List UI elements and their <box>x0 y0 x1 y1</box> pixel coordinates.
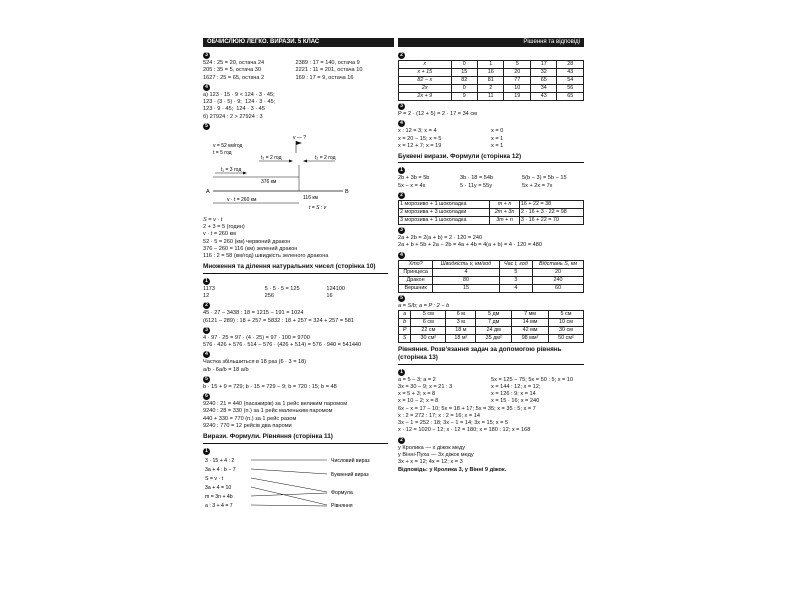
table-cell: m + n <box>490 201 520 209</box>
table-cell: 3 м <box>446 318 476 326</box>
expr-line: x = 126 : 9; x = 14 <box>491 391 536 398</box>
table-row <box>399 69 584 77</box>
table-cell: Дракон <box>399 276 433 284</box>
item-number: 1 <box>398 167 405 174</box>
block-3 <box>203 50 388 82</box>
match-left-item: a : 3 + 4 = 7 <box>205 502 233 509</box>
table-cell: 30 см <box>548 326 583 334</box>
diagram-label: v — ? <box>293 134 307 141</box>
table-cell: 2x <box>399 85 452 93</box>
expr-line: 45 · 27 − 3438 : 18 = 1215 − 191 = 1024 <box>203 310 304 317</box>
expr-line: 3x − 1 = 252 : 18; 3x − 1 = 14; 3x = 15; x = 5 <box>398 420 509 427</box>
table-cell: 1 морозиво + 1 шоколадка <box>399 201 490 209</box>
item-number: 2 <box>398 192 405 199</box>
table-cell: 18 м <box>446 326 476 334</box>
table-cell: 2m + 3n <box>490 209 520 217</box>
block-4 <box>203 82 388 121</box>
expr-line: x = 20 − 15; x = 5 <box>398 135 442 142</box>
item-number: 4 <box>398 252 405 259</box>
table-cell: 15 <box>433 284 500 292</box>
table-cell: 20 <box>504 69 530 77</box>
item-number: 6 <box>203 393 210 400</box>
table-cell: 19 <box>504 93 530 101</box>
r-block-3 <box>398 101 584 118</box>
left-header: ОБЧИСЛЮЮ ЛЕГКО. ВИРАЗИ. 5 КЛАС <box>203 38 394 47</box>
table-cell: 80 <box>433 276 500 284</box>
table-cell: P <box>399 326 411 334</box>
match-left-item: m = 3n + 4b <box>205 493 233 500</box>
table-cell: Принцеса <box>399 268 433 276</box>
r-block-2 <box>398 50 584 101</box>
item-number: 5 <box>398 295 405 302</box>
table-header: Хто? <box>399 260 433 268</box>
speed-table <box>398 260 584 293</box>
table-cell: 6 м <box>446 310 476 318</box>
table-row <box>399 268 584 276</box>
table-cell: 3 · 16 + 22 = 70 <box>519 217 583 225</box>
expr-line: 116 : 2 = 58 (км/год) швидкість зеленого дракона <box>203 253 329 260</box>
section-title: Рівняння. Розв'язання задач за допомогою рівнянь (сторінка 13) <box>398 346 584 365</box>
table-cell: 17 <box>530 61 556 69</box>
table-cell: 56 <box>557 85 584 93</box>
diagram-label: t₂ = 2 год <box>315 154 336 161</box>
item-number: 4 <box>398 120 405 127</box>
table-row <box>399 318 584 326</box>
table-cell: 5 дм <box>476 310 512 318</box>
table-cell: 10 <box>504 85 530 93</box>
diagram-label: v = 52 км/год <box>213 142 243 149</box>
table-cell: 81 <box>478 77 504 85</box>
expr-line: 376 − 260 = 116 (км) зелений дракон <box>203 245 298 252</box>
item-number: 2 <box>398 437 405 444</box>
expr-line: 1627 : 25 = 65, остача 2 <box>203 74 265 81</box>
table-cell: 7 мм <box>512 310 549 318</box>
table-cell: 65 <box>557 93 584 101</box>
table-cell: Вершник <box>399 284 433 292</box>
item-number: 2 <box>203 302 210 309</box>
table-cell: 0 <box>451 85 477 93</box>
expr-line: 2389 : 17 = 140, остача 9 <box>295 60 360 66</box>
matching-diagram <box>203 456 383 514</box>
right-column <box>398 50 584 474</box>
values-table <box>398 60 584 101</box>
table-row <box>399 310 584 318</box>
item-number: 3 <box>203 327 210 334</box>
expr-line: 9240 : 21 = 440 (пасажирів) за 1 рейс великим паромом <box>203 401 348 408</box>
table-row <box>399 209 584 217</box>
item-number: 4 <box>203 84 210 91</box>
item-number: 1 <box>203 278 210 285</box>
diagram-label: B <box>345 188 349 195</box>
table-cell: 28 <box>557 61 584 69</box>
table-cell: 240 <box>533 276 584 284</box>
table-cell: 43 <box>530 93 556 101</box>
s1-block-1 <box>203 276 388 301</box>
table-header: Час t, год <box>499 260 532 268</box>
expr-line: 1173 <box>203 285 216 292</box>
table-row <box>399 61 584 69</box>
item-number: 1 <box>398 369 405 376</box>
expr-line: 2221 : 11 = 201, остача 10 <box>295 67 363 74</box>
expr-line: 2a + 2b = 2(a + b) = 2 · 120 = 240 <box>398 235 483 242</box>
table-cell: 98 мм² <box>512 334 549 342</box>
table-cell: 6 см <box>411 318 446 326</box>
s1-block-2 <box>203 300 388 325</box>
item-number: 4 <box>203 351 210 358</box>
expr-line: a = S/b; a = P : 2 − b <box>398 302 450 309</box>
table-cell: 82 <box>451 77 477 85</box>
expr-line: a = 5 − 3; a = 2 <box>398 376 436 383</box>
expr-line: 5x − x = 4x <box>398 182 426 189</box>
expr-line: P = 2 · (12 + 5) = 2 · 17 = 34 см <box>398 111 477 118</box>
expr-line: 2b + 3b = 5b <box>398 175 430 182</box>
table-cell: 4 <box>433 268 500 276</box>
table-row <box>399 217 584 225</box>
expr-line: 440 + 330 = 770 (п.) за 1 рейс разом <box>203 415 297 422</box>
diagram-label: t = S : v <box>309 204 327 211</box>
s3-block-1 <box>398 165 584 190</box>
item-number: 3 <box>203 52 210 59</box>
table-cell: 3 морозива + 1 шоколадка <box>399 217 490 225</box>
table-cell: 2x + 9 <box>399 93 452 101</box>
expr-line: 9240 : 28 = 330 (п.) за 1 рейс маленьким паромом <box>203 408 333 415</box>
table-header: Швидкість v, км/год <box>433 260 500 268</box>
expr-line: 124100 <box>326 285 345 292</box>
s3-block-5 <box>398 293 584 343</box>
expr-line: 5 · 11y = 55y <box>460 182 493 189</box>
table-cell: 3m + n <box>490 217 520 225</box>
expr-line: x = 5 + 3; x = 8 <box>398 391 436 398</box>
table-cell: 32 <box>530 69 556 77</box>
s1-block-6 <box>203 391 388 430</box>
match-left-item: 3 · 15 + 4 : 2 <box>205 457 235 464</box>
table-cell: 5 см <box>411 310 446 318</box>
table-cell: 14 мм <box>512 318 549 326</box>
table-cell: 4 <box>499 284 532 292</box>
s1-block-5 <box>203 374 388 391</box>
table-row <box>399 284 584 292</box>
expr-line: 169 : 17 = 9, остача 16 <box>295 74 354 81</box>
match-right-item: Формула <box>331 489 353 496</box>
table-cell: S <box>399 334 411 342</box>
s3-block-2 <box>398 190 584 225</box>
s3-block-4 <box>398 250 584 293</box>
block-5 <box>203 121 388 261</box>
table-cell: x + 15 <box>399 69 452 77</box>
table-cell: 82 − x <box>399 77 452 85</box>
answer-line: Відповідь: у Кролика 3, у Вінні 9 діжок. <box>398 466 507 473</box>
expr-line: x = 1 <box>491 135 504 142</box>
expr-line: 4 · 97 · 25 = 97 · (4 · 25) = 97 · 100 = 9700 <box>203 334 310 341</box>
table-cell: 42 мм <box>512 326 549 334</box>
diagram-label: t = 5 год <box>213 149 232 156</box>
item-number: 3 <box>398 227 405 234</box>
expr-line: 3b · 18 = 54b <box>460 175 494 182</box>
expr-line: б) 27924 : 2 > 27924 : 3 <box>203 113 263 120</box>
item-number: 5 <box>203 123 210 130</box>
purchase-table <box>398 200 584 225</box>
expr-line: x : 12 = 3; x = 4 <box>398 128 437 135</box>
expr-line: S = v · t <box>203 216 223 223</box>
expr-line: 3x + x = 12; 4x = 12; x = 3 <box>398 459 463 466</box>
table-cell: a <box>399 310 411 318</box>
table-cell: 30 см² <box>411 334 446 342</box>
expr-line: 12 <box>203 293 210 300</box>
table-cell: 7 дм <box>476 318 512 326</box>
table-row <box>399 326 584 334</box>
match-right-item: Буквений вираз <box>331 471 369 478</box>
table-cell: 9 <box>451 93 477 101</box>
left-column <box>203 50 388 514</box>
expr-line: 205 : 35 = 5, остача 30 <box>203 67 262 74</box>
table-cell: 5 <box>499 268 532 276</box>
s4-block-1 <box>398 367 584 435</box>
table-cell: 5 <box>504 61 530 69</box>
table-row <box>399 276 584 284</box>
table-cell: 3 <box>499 276 532 284</box>
table-cell: 24 дм <box>476 326 512 334</box>
item-number: 3 <box>398 103 405 110</box>
item-number: 5 <box>203 376 210 383</box>
table-cell: 0 <box>451 61 477 69</box>
expr-line: 5(b − 3) = 5b − 15 <box>522 175 567 182</box>
table-cell: 16 <box>478 69 504 77</box>
expr-line: 2a + b + 5b + 2a − 2b = 4a + 4b = 4(a + b) = 4 · 120 = 480 <box>398 242 542 249</box>
expr-line: 9240 : 770 = 12 рейсів два пароми <box>203 422 292 429</box>
table-cell: x <box>399 61 452 69</box>
expr-line: у Вінні-Пуха — 3x діжок меду <box>398 452 474 459</box>
table-cell: 43 <box>557 69 584 77</box>
expr-line: 16 <box>326 293 333 300</box>
item-number: 2 <box>398 52 405 59</box>
match-left-item: S = v · t <box>205 475 224 482</box>
diagram-label: t₂ = 2 год <box>261 154 282 161</box>
section-title: Множення та ділення натуральних чисел (сторінка 10) <box>203 263 388 273</box>
table-cell: b <box>399 318 411 326</box>
expr-line: 576 · 426 + 576 · 514 − 576 · (426 + 514) = 576 · 940 = 541440 <box>203 342 362 349</box>
expr-line: 5x + 2x = 7x <box>522 182 553 189</box>
table-cell: 22 см <box>411 326 446 334</box>
match-right-item: Рівняння <box>331 502 353 509</box>
table-cell: 60 <box>533 284 584 292</box>
right-header: Рішення та відповіді <box>398 38 584 47</box>
table-cell: 2 морозива + 3 шоколадки <box>399 209 490 217</box>
expr-line: a/b · 6a/b = 18 a/b <box>203 366 249 373</box>
table-cell: 35 дм² <box>476 334 512 342</box>
expr-line: 256 <box>264 293 274 300</box>
diagram-label: t₁ = 3 год <box>221 166 242 173</box>
section-title: Вирази. Формули. Рівняння (сторінка 11) <box>203 433 388 443</box>
table-cell: 77 <box>504 77 530 85</box>
expr-line: (6121 − 289) : 18 + 257 = 5832 : 18 + 257 = 324 + 257 = 581 <box>203 317 355 324</box>
match-right-item: Числовий вираз <box>331 457 370 464</box>
expr-line: 5 · 5 · 5 = 125 <box>264 285 300 292</box>
table-header-row <box>399 260 584 268</box>
expr-line: а) 123 · 15 · 9 < 124 · 3 · 45; <box>203 91 275 98</box>
expr-line: v · t = 260 км <box>203 231 236 238</box>
diagram-label: 376 км <box>261 178 277 185</box>
expr-line: 5x = 125 − 75; 5x = 50 : 5; x = 10 <box>491 376 574 383</box>
table-cell: 11 <box>478 93 504 101</box>
expr-line: 3x = 30 − 9; x = 21 : 3 <box>398 383 453 390</box>
table-cell: 16 + 22 = 38 <box>519 201 583 209</box>
table-cell: 20 <box>533 268 584 276</box>
expr-line: 524 : 25 = 20, остача 24 <box>203 60 265 66</box>
expr-line: 123 · (3 · 5) · 9; 124 · 3 · 45; <box>203 99 276 106</box>
s3-block-3 <box>398 225 584 250</box>
expr-line: x = 10 − 2; x = 8 <box>398 398 439 405</box>
table-cell: 10 см <box>548 318 583 326</box>
expr-line: x · 12 = 1020 − 12; x · 12 = 180; x = 180 : 12; x = 168 <box>398 427 531 434</box>
table-header: Відстань S, км <box>533 260 584 268</box>
area-table <box>398 310 584 343</box>
expr-line: Частка збільшиться в 18 раз (6 · 3 = 18) <box>203 359 307 366</box>
table-cell: 2 <box>478 85 504 93</box>
expr-line: x = 12 + 7; x = 19 <box>398 142 442 149</box>
match-left-item: 3a + 4 : b − 7 <box>205 466 236 473</box>
s1-block-4 <box>203 349 388 374</box>
s2-block-1 <box>203 446 388 514</box>
expr-line: x = 0 <box>491 128 504 135</box>
expr-line: 123 · 9 · 45; 124 · 3 · 45 <box>203 106 265 113</box>
expr-line: 52 · 5 = 260 (км) червоний дракон <box>203 238 291 245</box>
section-title: Буквені вирази. Формули (сторінка 12) <box>398 153 584 163</box>
expr-line: x = 15 · 16; x = 240 <box>491 398 540 405</box>
table-cell: 65 <box>530 77 556 85</box>
expr-line: b · 15 + 9 = 729; b · 15 = 729 − 9; b = 720 : 15; b = 48 <box>203 383 337 390</box>
s1-block-3 <box>203 325 388 350</box>
table-cell: 50 см² <box>548 334 583 342</box>
diagram-label: v · t = 260 км <box>227 196 257 203</box>
diagram-label: 116 км <box>303 194 318 201</box>
expr-line: x : 2 = 272 : 17; x : 2 = 16; x = 14 <box>398 412 480 419</box>
table-cell: 34 <box>530 85 556 93</box>
expr-line: у Кролика — x діжок меду <box>398 444 466 451</box>
motion-diagram <box>203 131 363 217</box>
table-row <box>399 93 584 101</box>
expr-line: 6x − x = 17 − 10; 5x = 18 + 17; 5x = 35; x = 35 : 5; x = 7 <box>398 405 536 412</box>
table-cell: 54 <box>557 77 584 85</box>
item-number: 1 <box>203 448 210 455</box>
expr-line: x = 144 : 12; x = 12; <box>491 383 541 390</box>
table-cell: 18 м² <box>446 334 476 342</box>
table-cell: 2 · 16 + 3 · 22 = 98 <box>519 209 583 217</box>
expr-line: 2 + 3 = 5 (годин) <box>203 224 245 231</box>
r-block-4 <box>398 118 584 150</box>
table-row <box>399 85 584 93</box>
table-cell: 1 <box>478 61 504 69</box>
table-row <box>399 77 584 85</box>
table-row <box>399 334 584 342</box>
table-cell: 15 <box>451 69 477 77</box>
match-left-item: 3a + 4 = 10 <box>205 484 232 491</box>
diagram-label: A <box>206 188 210 195</box>
table-cell: 5 см <box>548 310 583 318</box>
expr-line: x = 1 <box>491 142 504 149</box>
s4-block-2 <box>398 435 584 474</box>
table-row <box>399 201 584 209</box>
